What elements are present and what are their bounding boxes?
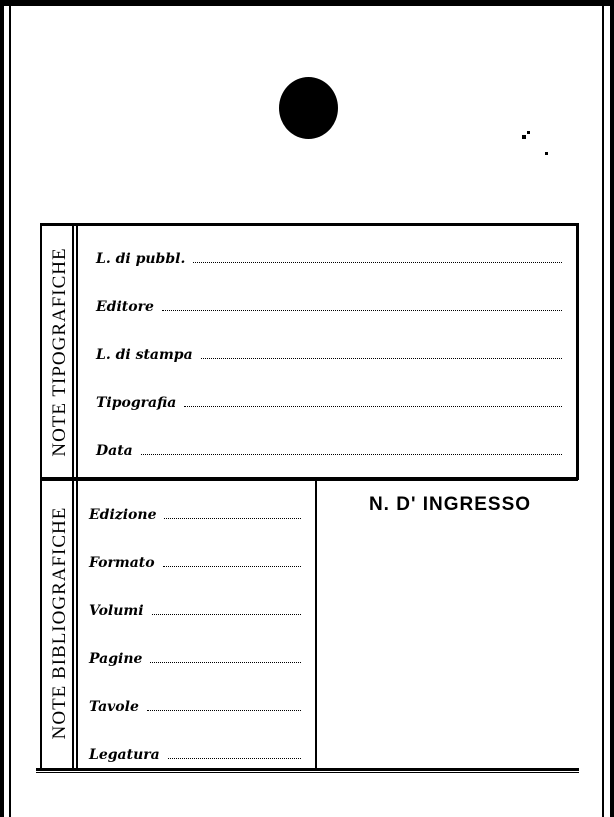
card-left-edge-inner — [9, 0, 11, 817]
ingresso-divider-rule — [315, 481, 317, 771]
punch-hole — [279, 77, 338, 139]
frame-bottom-rule-thin — [36, 772, 579, 773]
note-bibliografiche-title: NOTE BIBLIOGRAFICHE — [49, 506, 70, 740]
dotted-line — [150, 661, 301, 663]
field-pagine[interactable] — [89, 644, 301, 666]
field-label: Editore — [96, 299, 154, 315]
frame-top-rule — [40, 223, 578, 226]
field-tipografia[interactable] — [96, 388, 562, 410]
field-data[interactable] — [96, 436, 562, 458]
card-top-edge — [0, 0, 614, 6]
speck-mark — [545, 152, 548, 155]
frame-bottom-rule — [36, 768, 579, 771]
field-tavole[interactable] — [89, 692, 301, 714]
field-label: Formato — [89, 555, 155, 571]
field-label: Legatura — [89, 747, 160, 763]
field-label: Edizione — [89, 507, 157, 523]
field-legatura[interactable] — [89, 740, 301, 762]
dotted-line — [162, 309, 562, 311]
field-label: Tipografia — [96, 395, 177, 411]
dotted-line — [164, 517, 301, 519]
field-formato[interactable] — [89, 548, 301, 570]
card-right-edge — [610, 0, 614, 817]
field-label: Volumi — [89, 603, 144, 619]
frame-right-rule — [576, 223, 579, 480]
field-luogo-stampa[interactable] — [96, 340, 562, 362]
dotted-line — [184, 405, 562, 407]
field-volumi[interactable] — [89, 596, 301, 618]
dotted-line — [147, 709, 301, 711]
dotted-line — [168, 757, 301, 759]
dotted-line — [163, 565, 301, 567]
speck-mark — [527, 131, 530, 134]
card-left-edge — [0, 0, 4, 817]
field-label: Pagine — [89, 651, 143, 667]
card-right-edge-inner — [602, 0, 604, 817]
field-label: Data — [96, 443, 133, 459]
field-edizione[interactable] — [89, 500, 301, 522]
field-label: Tavole — [89, 699, 139, 715]
field-label: L. di pubbl. — [96, 251, 186, 267]
speck-mark — [522, 135, 526, 139]
section-divider-rule-thin — [40, 480, 578, 481]
numero-ingresso-label: N. D' INGRESSO — [368, 494, 532, 515]
dotted-line — [141, 453, 562, 455]
label-column-rule-double — [76, 223, 78, 771]
dotted-line — [201, 357, 562, 359]
field-label: L. di stampa — [96, 347, 193, 363]
field-luogo-pubblicazione[interactable] — [96, 244, 562, 266]
dotted-line — [193, 261, 562, 263]
note-tipografiche-title: NOTE TIPOGRAFICHE — [49, 247, 70, 457]
dotted-line — [152, 613, 301, 615]
field-editore[interactable] — [96, 292, 562, 314]
frame-left-rule — [40, 223, 42, 771]
